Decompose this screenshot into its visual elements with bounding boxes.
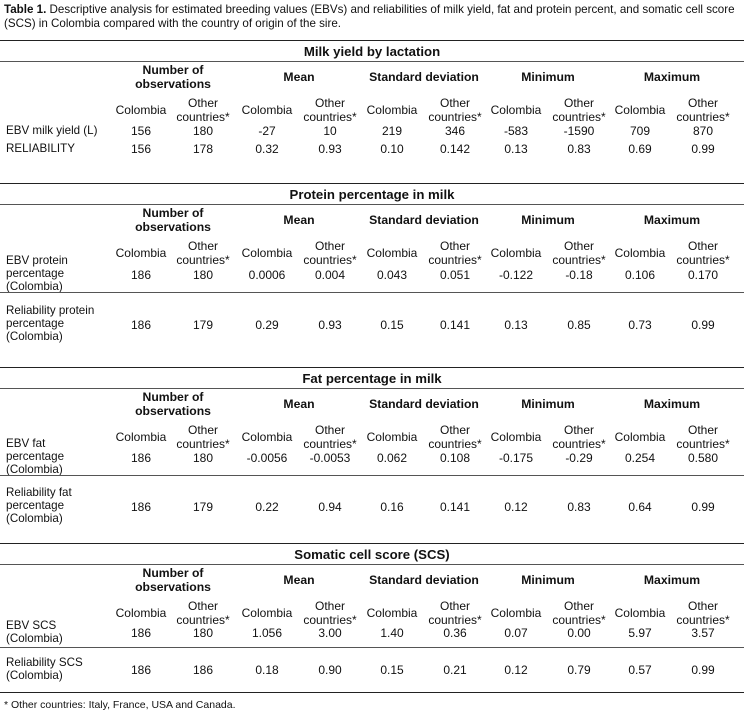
table-cell: 0.062 — [376, 451, 408, 465]
caption-label: Table 1. — [4, 3, 47, 16]
table-cell: 179 — [192, 318, 214, 332]
subheader-colombia: Colombia — [241, 606, 293, 620]
subheader-other-countries: Other countries* — [303, 239, 357, 267]
section-top-rule — [0, 40, 744, 41]
table-cell: 0.12 — [504, 500, 528, 514]
subheader-colombia: Colombia — [490, 246, 542, 260]
subheader-other-countries: Other countries* — [303, 599, 357, 627]
subheader-colombia: Colombia — [490, 103, 542, 117]
section-title-rule — [0, 204, 744, 205]
row-label: EBV milk yield (L) — [6, 124, 98, 137]
table-cell: 0.580 — [687, 451, 719, 465]
table-cell: 0.99 — [691, 663, 715, 677]
table-cell: 870 — [692, 124, 714, 138]
section-title-rule — [0, 388, 744, 389]
table-cell: 186 — [130, 451, 152, 465]
section-title: Protein percentage in milk — [289, 187, 455, 202]
table-cell: 180 — [192, 124, 214, 138]
table-cell: 186 — [130, 626, 152, 640]
table-cell: 0.12 — [504, 663, 528, 677]
table-cell: 10 — [323, 124, 337, 138]
table-cell: 0.85 — [567, 318, 591, 332]
row-label: EBV protein percentage (Colombia) — [6, 254, 68, 293]
row-separator — [0, 475, 744, 476]
table-cell: -0.29 — [565, 451, 593, 465]
subheader-other-countries: Other countries* — [676, 423, 730, 451]
table-cell: 0.004 — [314, 268, 346, 282]
table-cell: 186 — [192, 663, 214, 677]
table-cell: 0.69 — [628, 142, 652, 156]
section-title: Milk yield by lactation — [303, 44, 441, 59]
section-top-rule — [0, 543, 744, 544]
table-cell: 0.36 — [443, 626, 467, 640]
subheader-colombia: Colombia — [241, 430, 293, 444]
table-cell: 186 — [130, 663, 152, 677]
column-group-header: Mean — [283, 70, 315, 84]
section-title-rule — [0, 61, 744, 62]
table-cell: 219 — [381, 124, 403, 138]
row-label: Reliability SCS (Colombia) — [6, 656, 83, 682]
table-cell: -1590 — [563, 124, 595, 138]
table-cell: -0.122 — [498, 268, 534, 282]
table-cell: 5.97 — [628, 626, 652, 640]
subheader-colombia: Colombia — [241, 103, 293, 117]
subheader-other-countries: Other countries* — [552, 239, 606, 267]
row-label: Reliability fat percentage (Colombia) — [6, 486, 72, 525]
subheader-colombia: Colombia — [490, 606, 542, 620]
table-cell: 0.64 — [628, 500, 652, 514]
table-cell: 0.21 — [443, 663, 467, 677]
table-bottom-rule — [0, 692, 744, 693]
row-label: RELIABILITY — [6, 142, 75, 155]
subheader-colombia: Colombia — [366, 430, 418, 444]
table-cell: 3.57 — [691, 626, 715, 640]
table-cell: -0.18 — [565, 268, 593, 282]
table-cell: 0.108 — [439, 451, 471, 465]
table-cell: 0.73 — [628, 318, 652, 332]
column-group-header: Standard deviation — [369, 397, 479, 411]
subheader-colombia: Colombia — [366, 606, 418, 620]
table-cell: -0.0056 — [246, 451, 288, 465]
table-cell: 0.22 — [255, 500, 279, 514]
subheader-other-countries: Other countries* — [428, 423, 482, 451]
table-cell: 0.254 — [624, 451, 656, 465]
subheader-other-countries: Other countries* — [428, 239, 482, 267]
table-cell: 0.94 — [318, 500, 342, 514]
table-cell: 3.00 — [318, 626, 342, 640]
subheader-colombia: Colombia — [241, 246, 293, 260]
table-cell: 156 — [130, 124, 152, 138]
row-label: Reliability protein percentage (Colombia) — [6, 304, 95, 343]
table-cell: 0.18 — [255, 663, 279, 677]
table-cell: 0.83 — [567, 500, 591, 514]
subheader-other-countries: Other countries* — [676, 599, 730, 627]
column-group-header: Number of observations — [135, 63, 211, 91]
table-cell: 0.13 — [504, 318, 528, 332]
table-cell: -27 — [258, 124, 276, 138]
subheader-other-countries: Other countries* — [552, 599, 606, 627]
table-cell: 0.99 — [691, 500, 715, 514]
table-cell: -0.175 — [498, 451, 534, 465]
subheader-other-countries: Other countries* — [552, 96, 606, 124]
table-cell: 186 — [130, 318, 152, 332]
column-group-header: Minimum — [521, 70, 575, 84]
table-cell: 0.79 — [567, 663, 591, 677]
section-top-rule — [0, 183, 744, 184]
table-cell: 0.13 — [504, 142, 528, 156]
subheader-other-countries: Other countries* — [676, 96, 730, 124]
table-cell: 709 — [629, 124, 651, 138]
table-cell: 0.83 — [567, 142, 591, 156]
table-cell: 0.15 — [380, 318, 404, 332]
table-cell: 178 — [192, 142, 214, 156]
table-cell: 0.043 — [376, 268, 408, 282]
table-cell: 180 — [192, 451, 214, 465]
row-separator — [0, 292, 744, 293]
subheader-colombia: Colombia — [490, 430, 542, 444]
subheader-other-countries: Other countries* — [428, 96, 482, 124]
subheader-other-countries: Other countries* — [176, 599, 230, 627]
table-cell: 0.93 — [318, 318, 342, 332]
column-group-header: Maximum — [643, 573, 701, 587]
table-cell: 0.90 — [318, 663, 342, 677]
subheader-colombia: Colombia — [614, 103, 666, 117]
table-cell: 346 — [444, 124, 466, 138]
row-label: EBV SCS (Colombia) — [6, 619, 63, 645]
subheader-other-countries: Other countries* — [552, 423, 606, 451]
table-cell: 1.40 — [380, 626, 404, 640]
column-group-header: Standard deviation — [369, 70, 479, 84]
table-cell: 0.10 — [380, 142, 404, 156]
table-cell: 0.051 — [439, 268, 471, 282]
table-cell: 1.056 — [251, 626, 283, 640]
subheader-other-countries: Other countries* — [176, 96, 230, 124]
footnote: * Other countries: Italy, France, USA and Canada. — [4, 699, 236, 711]
column-group-header: Minimum — [521, 213, 575, 227]
section-title: Somatic cell score (SCS) — [294, 547, 450, 562]
table-cell: 180 — [192, 626, 214, 640]
subheader-colombia: Colombia — [614, 246, 666, 260]
table-cell: 186 — [130, 500, 152, 514]
table-cell: 0.07 — [504, 626, 528, 640]
subheader-colombia: Colombia — [115, 246, 167, 260]
table-cell: 0.00 — [567, 626, 591, 640]
table-cell: 0.141 — [439, 500, 471, 514]
column-group-header: Mean — [283, 213, 315, 227]
table-cell: 156 — [130, 142, 152, 156]
subheader-other-countries: Other countries* — [176, 423, 230, 451]
table-cell: 0.15 — [380, 663, 404, 677]
column-group-header: Maximum — [643, 70, 701, 84]
subheader-other-countries: Other countries* — [303, 96, 357, 124]
table-caption — [4, 3, 740, 31]
row-label: EBV fat percentage (Colombia) — [6, 437, 65, 476]
column-group-header: Mean — [283, 397, 315, 411]
section-title: Fat percentage in milk — [302, 371, 442, 386]
table-cell: 0.93 — [318, 142, 342, 156]
table-cell: 0.99 — [691, 142, 715, 156]
table-cell: 0.141 — [439, 318, 471, 332]
table-cell: 0.142 — [439, 142, 471, 156]
subheader-other-countries: Other countries* — [303, 423, 357, 451]
table-cell: 180 — [192, 268, 214, 282]
subheader-colombia: Colombia — [366, 103, 418, 117]
column-group-header: Standard deviation — [369, 213, 479, 227]
subheader-colombia: Colombia — [115, 606, 167, 620]
subheader-colombia: Colombia — [115, 103, 167, 117]
subheader-other-countries: Other countries* — [676, 239, 730, 267]
table-cell: 0.57 — [628, 663, 652, 677]
column-group-header: Maximum — [643, 397, 701, 411]
caption-text: Descriptive analysis for estimated breeding values (EBVs) and reliabilities of milk yield, fat and protein percent, and somatic cell score (SCS) in Colombia compared with the country of origin of the sire. — [4, 3, 735, 30]
table-cell: 0.106 — [624, 268, 656, 282]
section-title-rule — [0, 564, 744, 565]
column-group-header: Number of observations — [135, 566, 211, 594]
subheader-other-countries: Other countries* — [176, 239, 230, 267]
table-cell: -583 — [503, 124, 529, 138]
column-group-header: Standard deviation — [369, 573, 479, 587]
table-cell: 0.99 — [691, 318, 715, 332]
table-cell: 0.16 — [380, 500, 404, 514]
subheader-other-countries: Other countries* — [428, 599, 482, 627]
column-group-header: Mean — [283, 573, 315, 587]
column-group-header: Maximum — [643, 213, 701, 227]
table-cell: 0.170 — [687, 268, 719, 282]
table-cell: 0.0006 — [248, 268, 286, 282]
table-cell: -0.0053 — [309, 451, 351, 465]
subheader-colombia: Colombia — [614, 430, 666, 444]
subheader-colombia: Colombia — [115, 430, 167, 444]
column-group-header: Minimum — [521, 397, 575, 411]
subheader-colombia: Colombia — [614, 606, 666, 620]
section-top-rule — [0, 367, 744, 368]
row-separator — [0, 647, 744, 648]
column-group-header: Number of observations — [135, 206, 211, 234]
table-cell: 186 — [130, 268, 152, 282]
table-cell: 179 — [192, 500, 214, 514]
subheader-colombia: Colombia — [366, 246, 418, 260]
column-group-header: Minimum — [521, 573, 575, 587]
table-cell: 0.29 — [255, 318, 279, 332]
table-cell: 0.32 — [255, 142, 279, 156]
column-group-header: Number of observations — [135, 390, 211, 418]
